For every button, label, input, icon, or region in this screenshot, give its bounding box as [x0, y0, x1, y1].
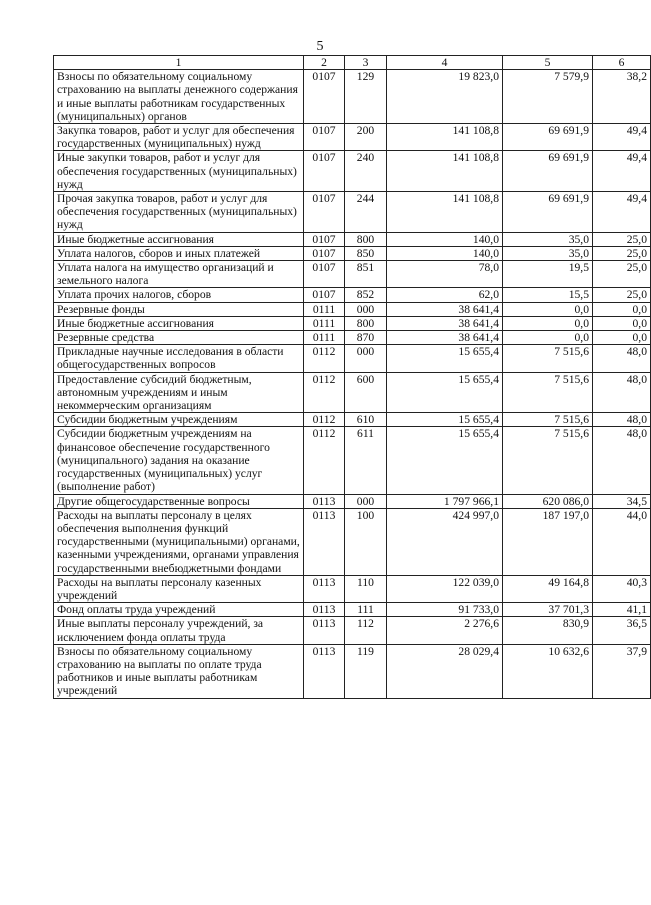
execution-percent-cell: 38,2 — [593, 70, 651, 124]
section-code-cell: 0113 — [304, 575, 345, 602]
expense-kind-cell: 119 — [345, 644, 387, 698]
expense-kind-cell: 129 — [345, 70, 387, 124]
actual-amount-cell: 19,5 — [503, 261, 593, 288]
execution-percent-cell: 48,0 — [593, 413, 651, 427]
execution-percent-cell: 34,5 — [593, 494, 651, 508]
plan-amount-cell: 38 641,4 — [387, 302, 503, 316]
expense-name-cell: Субсидии бюджетным учреждениям — [54, 413, 304, 427]
actual-amount-cell: 35,0 — [503, 232, 593, 246]
plan-amount-cell: 140,0 — [387, 232, 503, 246]
actual-amount-cell: 0,0 — [503, 316, 593, 330]
table-row — [54, 413, 651, 427]
expense-name-cell: Другие общегосударственные вопросы — [54, 494, 304, 508]
actual-amount-cell: 7 515,6 — [503, 413, 593, 427]
expense-kind-cell: 852 — [345, 288, 387, 302]
section-code-cell: 0113 — [304, 494, 345, 508]
plan-amount-cell: 15 655,4 — [387, 413, 503, 427]
table-row — [54, 151, 651, 192]
execution-percent-cell: 41,1 — [593, 603, 651, 617]
expense-kind-cell: 600 — [345, 372, 387, 413]
expense-kind-cell: 244 — [345, 192, 387, 233]
table-row — [54, 617, 651, 644]
expense-name-cell: Иные бюджетные ассигнования — [54, 232, 304, 246]
execution-percent-cell: 49,4 — [593, 124, 651, 151]
table-row — [54, 316, 651, 330]
expense-kind-cell: 000 — [345, 345, 387, 372]
plan-amount-cell: 15 655,4 — [387, 427, 503, 494]
execution-percent-cell: 49,4 — [593, 192, 651, 233]
execution-percent-cell: 48,0 — [593, 345, 651, 372]
column-number: 4 — [387, 56, 503, 70]
section-code-cell: 0107 — [304, 261, 345, 288]
table-row — [54, 345, 651, 372]
execution-percent-cell: 49,4 — [593, 151, 651, 192]
actual-amount-cell: 35,0 — [503, 246, 593, 260]
section-code-cell: 0112 — [304, 413, 345, 427]
table-row — [54, 232, 651, 246]
execution-percent-cell: 44,0 — [593, 508, 651, 575]
actual-amount-cell: 69 691,9 — [503, 192, 593, 233]
expense-name-cell: Расходы на выплаты персоналу в целях обеспечения выполнения функций государственными (муниципальными) органами, казенными учреждениями, органами управления государственными внебюджетными фондами — [54, 508, 304, 575]
table-row — [54, 302, 651, 316]
expense-kind-cell: 800 — [345, 316, 387, 330]
actual-amount-cell: 69 691,9 — [503, 151, 593, 192]
actual-amount-cell: 49 164,8 — [503, 575, 593, 602]
execution-percent-cell: 48,0 — [593, 427, 651, 494]
actual-amount-cell: 69 691,9 — [503, 124, 593, 151]
actual-amount-cell: 0,0 — [503, 302, 593, 316]
section-code-cell: 0111 — [304, 302, 345, 316]
column-number: 6 — [593, 56, 651, 70]
column-number-row — [54, 56, 651, 70]
table-row — [54, 372, 651, 413]
section-code-cell: 0107 — [304, 192, 345, 233]
column-number: 1 — [54, 56, 304, 70]
expense-name-cell: Закупка товаров, работ и услуг для обеспечения государственных (муниципальных) нужд — [54, 124, 304, 151]
expense-kind-cell: 000 — [345, 494, 387, 508]
actual-amount-cell: 7 579,9 — [503, 70, 593, 124]
column-number: 5 — [503, 56, 593, 70]
plan-amount-cell: 28 029,4 — [387, 644, 503, 698]
execution-percent-cell: 25,0 — [593, 232, 651, 246]
plan-amount-cell: 19 823,0 — [387, 70, 503, 124]
actual-amount-cell: 620 086,0 — [503, 494, 593, 508]
execution-percent-cell: 25,0 — [593, 261, 651, 288]
section-code-cell: 0107 — [304, 124, 345, 151]
expense-kind-cell: 240 — [345, 151, 387, 192]
execution-percent-cell: 40,3 — [593, 575, 651, 602]
actual-amount-cell: 37 701,3 — [503, 603, 593, 617]
expense-name-cell: Уплата налога на имущество организаций и земельного налога — [54, 261, 304, 288]
expense-kind-cell: 000 — [345, 302, 387, 316]
actual-amount-cell: 7 515,6 — [503, 427, 593, 494]
expense-name-cell: Прикладные научные исследования в области общегосударственных вопросов — [54, 345, 304, 372]
plan-amount-cell: 424 997,0 — [387, 508, 503, 575]
actual-amount-cell: 830,9 — [503, 617, 593, 644]
section-code-cell: 0107 — [304, 151, 345, 192]
section-code-cell: 0107 — [304, 246, 345, 260]
expense-name-cell: Предоставление субсидий бюджетным, автономным учреждениям и иным некоммерческим организациям — [54, 372, 304, 413]
expense-kind-cell: 200 — [345, 124, 387, 151]
plan-amount-cell: 2 276,6 — [387, 617, 503, 644]
actual-amount-cell: 7 515,6 — [503, 345, 593, 372]
actual-amount-cell: 15,5 — [503, 288, 593, 302]
section-code-cell: 0111 — [304, 331, 345, 345]
expense-name-cell: Взносы по обязательному социальному страхованию на выплаты по оплате труда работников и иные выплаты работникам учреждений — [54, 644, 304, 698]
expense-name-cell: Иные выплаты персоналу учреждений, за исключением фонда оплаты труда — [54, 617, 304, 644]
plan-amount-cell: 122 039,0 — [387, 575, 503, 602]
plan-amount-cell: 38 641,4 — [387, 331, 503, 345]
section-code-cell: 0113 — [304, 617, 345, 644]
execution-percent-cell: 36,5 — [593, 617, 651, 644]
expense-kind-cell: 112 — [345, 617, 387, 644]
actual-amount-cell: 0,0 — [503, 331, 593, 345]
plan-amount-cell: 91 733,0 — [387, 603, 503, 617]
expense-name-cell: Иные бюджетные ассигнования — [54, 316, 304, 330]
budget-table-body — [54, 56, 651, 699]
table-row — [54, 575, 651, 602]
expense-name-cell: Расходы на выплаты персоналу казенных учреждений — [54, 575, 304, 602]
expense-name-cell: Фонд оплаты труда учреждений — [54, 603, 304, 617]
plan-amount-cell: 141 108,8 — [387, 151, 503, 192]
section-code-cell: 0112 — [304, 345, 345, 372]
table-row — [54, 288, 651, 302]
table-row — [54, 644, 651, 698]
table-row — [54, 331, 651, 345]
expense-name-cell: Уплата прочих налогов, сборов — [54, 288, 304, 302]
plan-amount-cell: 1 797 966,1 — [387, 494, 503, 508]
expense-kind-cell: 850 — [345, 246, 387, 260]
execution-percent-cell: 48,0 — [593, 372, 651, 413]
section-code-cell: 0113 — [304, 644, 345, 698]
execution-percent-cell: 37,9 — [593, 644, 651, 698]
expense-name-cell: Взносы по обязательному социальному страхованию на выплаты денежного содержания и иные выплаты работникам государственных (муниципальных) органов — [54, 70, 304, 124]
table-row — [54, 261, 651, 288]
plan-amount-cell: 141 108,8 — [387, 192, 503, 233]
plan-amount-cell: 140,0 — [387, 246, 503, 260]
section-code-cell: 0107 — [304, 288, 345, 302]
section-code-cell: 0113 — [304, 603, 345, 617]
execution-percent-cell: 25,0 — [593, 288, 651, 302]
plan-amount-cell: 141 108,8 — [387, 124, 503, 151]
execution-percent-cell: 0,0 — [593, 302, 651, 316]
execution-percent-cell: 0,0 — [593, 316, 651, 330]
section-code-cell: 0107 — [304, 232, 345, 246]
expense-name-cell: Субсидии бюджетным учреждениям на финансовое обеспечение государственного (муниципального) задания на оказание государственных (муниципальных) услуг (выполнение работ) — [54, 427, 304, 494]
plan-amount-cell: 62,0 — [387, 288, 503, 302]
expense-kind-cell: 611 — [345, 427, 387, 494]
column-number: 3 — [345, 56, 387, 70]
table-row — [54, 603, 651, 617]
expense-kind-cell: 800 — [345, 232, 387, 246]
plan-amount-cell: 38 641,4 — [387, 316, 503, 330]
table-row — [54, 246, 651, 260]
table-row — [54, 192, 651, 233]
expense-kind-cell: 851 — [345, 261, 387, 288]
expense-kind-cell: 110 — [345, 575, 387, 602]
plan-amount-cell: 15 655,4 — [387, 345, 503, 372]
section-code-cell: 0112 — [304, 372, 345, 413]
column-number: 2 — [304, 56, 345, 70]
plan-amount-cell: 15 655,4 — [387, 372, 503, 413]
section-code-cell: 0107 — [304, 70, 345, 124]
execution-percent-cell: 25,0 — [593, 246, 651, 260]
section-code-cell: 0113 — [304, 508, 345, 575]
section-code-cell: 0111 — [304, 316, 345, 330]
expense-name-cell: Резервные фонды — [54, 302, 304, 316]
table-row — [54, 124, 651, 151]
plan-amount-cell: 78,0 — [387, 261, 503, 288]
expense-kind-cell: 111 — [345, 603, 387, 617]
expense-kind-cell: 610 — [345, 413, 387, 427]
section-code-cell: 0112 — [304, 427, 345, 494]
table-row — [54, 494, 651, 508]
page-number: 5 — [316, 39, 324, 54]
actual-amount-cell: 7 515,6 — [503, 372, 593, 413]
expense-name-cell: Иные закупки товаров, работ и услуг для обеспечения государственных (муниципальных) нужд — [54, 151, 304, 192]
expense-kind-cell: 100 — [345, 508, 387, 575]
actual-amount-cell: 187 197,0 — [503, 508, 593, 575]
actual-amount-cell: 10 632,6 — [503, 644, 593, 698]
expense-name-cell: Уплата налогов, сборов и иных платежей — [54, 246, 304, 260]
table-row — [54, 70, 651, 124]
execution-percent-cell: 0,0 — [593, 331, 651, 345]
expense-name-cell: Резервные средства — [54, 331, 304, 345]
expense-name-cell: Прочая закупка товаров, работ и услуг для обеспечения государственных (муниципальных) нужд — [54, 192, 304, 233]
table-row — [54, 508, 651, 575]
budget-table — [53, 55, 651, 699]
expense-kind-cell: 870 — [345, 331, 387, 345]
table-row — [54, 427, 651, 494]
